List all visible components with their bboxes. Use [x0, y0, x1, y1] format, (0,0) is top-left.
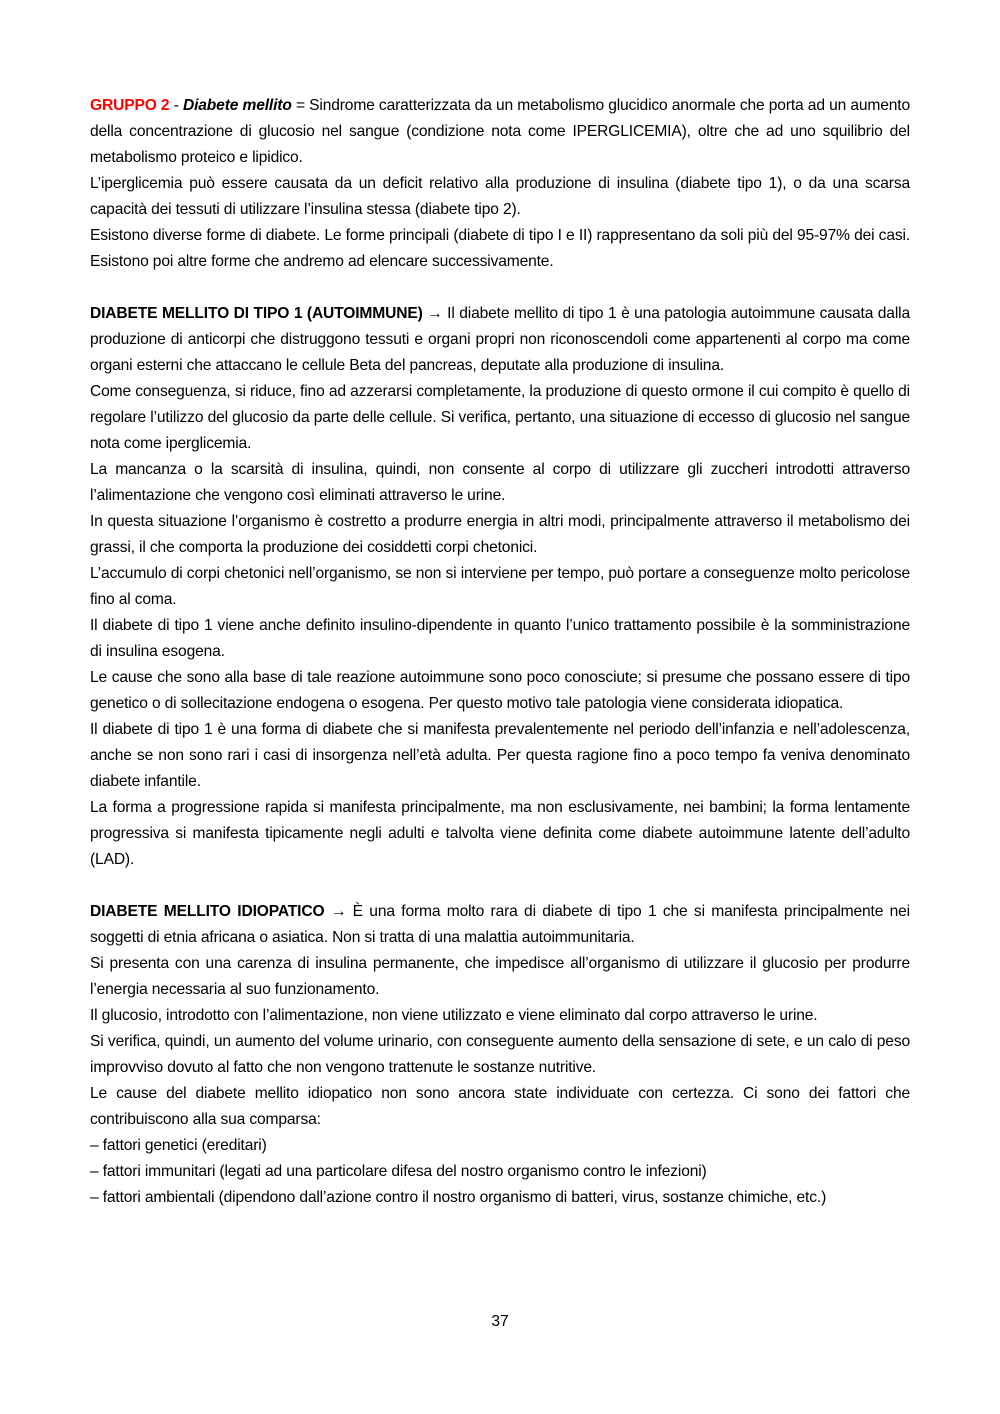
type1-heading: DIABETE MELLITO DI TIPO 1 (AUTOIMMUNE) →	[90, 305, 443, 322]
type1-paragraph: Come conseguenza, si riduce, fino ad azzerarsi completamente, la produzione di questo ormone il cui compito è quello di regolare l’utilizzo del glucosio da parte delle cellule. Si verifica, pertanto, una situazione di eccesso di glucosio nel sangue nota come iperglicemia.	[90, 383, 910, 452]
idiopathic-paragraph: Le cause del diabete mellito idiopatico non sono ancora state individuate con certezza. Ci sono dei fattori che contribuiscono alla sua comparsa:	[90, 1085, 910, 1128]
type1-paragraph: La mancanza o la scarsità di insulina, quindi, non consente al corpo di utilizzare gli zuccheri introdotti attraverso l’alimentazione che vengono così eliminati attraverso le urine.	[90, 461, 910, 504]
type1-paragraph: Il diabete di tipo 1 viene anche definito insulino-dipendente in quanto l’unico trattamento possibile è la somministrazione di insulina esogena.	[90, 617, 910, 660]
type1-paragraph: In questa situazione l’organismo è costretto a produrre energia in altri modi, principalmente attraverso il metabolismo dei grassi, il che comporta la produzione dei cosiddetti corpi chetonici.	[90, 513, 910, 556]
section-spacer	[90, 873, 910, 899]
group-separator: -	[169, 97, 183, 114]
page-number: 37	[491, 1313, 509, 1330]
intro-paragraph: Esistono diverse forme di diabete. Le forme principali (diabete di tipo I e II) rappresentano da soli più del 95-97% dei casi. Esistono poi altre forme che andremo ad elencare successivamente.	[90, 227, 910, 270]
term-definition: = Sindrome caratterizzata da un metabolismo glucidico anormale che porta ad un aumento della concentrazione di glucosio nel sangue (condizione nota come IPERGLICEMIA), oltre che ad uno squilibrio del metabolismo proteico e lipidico.	[90, 97, 911, 166]
group-label: GRUPPO 2	[90, 97, 170, 114]
type1-paragraph: L’accumulo di corpi chetonici nell’organismo, se non si interviene per tempo, può portare a conseguenze molto pericolose fino al coma.	[90, 565, 910, 608]
idiopathic-intro-text: È una forma molto rara di diabete di tipo 1 che si manifesta principalmente nei soggetti di etnia africana o asiatica. Non si tratta di una malattia autoimmunitaria.	[90, 903, 910, 946]
idiopathic-paragraph: Si verifica, quindi, un aumento del volume urinario, con conseguente aumento della sensazione di sete, e un calo di peso improvviso dovuto al fatto che non vengono trattenute le sostanze nutritive.	[90, 1033, 910, 1076]
section-spacer	[90, 275, 910, 301]
idiopathic-paragraph: Il glucosio, introdotto con l’alimentazione, non viene utilizzato e viene eliminato dal corpo attraverso le urine.	[90, 1007, 818, 1024]
idiopathic-heading: DIABETE MELLITO IDIOPATICO →	[90, 903, 347, 920]
document-page	[90, 93, 910, 1211]
type1-intro-text: Il diabete mellito di tipo 1 è una patologia autoimmune causata dalla produzione di anticorpi che distruggono tessuti e organi propri non riconoscendoli come appartenenti al corpo ma come organi esterni che attaccano le cellule Beta del pancreas, deputate alla produzione di insulina.	[90, 305, 910, 374]
type1-paragraph: Il diabete di tipo 1 è una forma di diabete che si manifesta prevalentemente nel periodo dell’infanzia e nell’adolescenza, anche se non sono rari i casi di insorgenza nell’età adulta. Per questa ragione fino a poco tempo fa veniva denominato diabete infantile.	[90, 721, 910, 790]
type1-paragraph: La forma a progressione rapida si manifesta principalmente, ma non esclusivamente, nei bambini; la forma lentamente progressiva si manifesta tipicamente negli adulti e talvolta viene definita come diabete autoimmune latente dell’adulto (LAD).	[90, 799, 910, 868]
intro-definition-paragraph	[90, 93, 910, 171]
idiopathic-intro-paragraph	[90, 899, 910, 951]
intro-paragraph: L’iperglicemia può essere causata da un deficit relativo alla produzione di insulina (diabete tipo 1), o da una scarsa capacità dei tessuti di utilizzare l’insulina stessa (diabete tipo 2).	[90, 175, 910, 218]
idiopathic-paragraph: Si presenta con una carenza di insulina permanente, che impedisce all’organismo di utilizzare il glucosio per produrre l’energia necessaria al suo funzionamento.	[90, 955, 910, 998]
term-diabete-mellito: Diabete mellito	[182, 97, 292, 114]
factor-list-item: – fattori immunitari (legati ad una particolare difesa del nostro organismo contro le infezioni)	[90, 1163, 707, 1180]
type1-intro-paragraph	[90, 301, 910, 379]
factor-list-item: – fattori genetici (ereditari)	[90, 1137, 267, 1154]
factor-list-item: – fattori ambientali (dipendono dall’azione contro il nostro organismo di batteri, virus, sostanze chimiche, etc.)	[90, 1189, 827, 1206]
type1-paragraph: Le cause che sono alla base di tale reazione autoimmune sono poco conosciute; si presume che possano essere di tipo genetico o di sollecitazione endogena o esogena. Per questo motivo tale patologia viene considerata idiopatica.	[90, 669, 910, 712]
